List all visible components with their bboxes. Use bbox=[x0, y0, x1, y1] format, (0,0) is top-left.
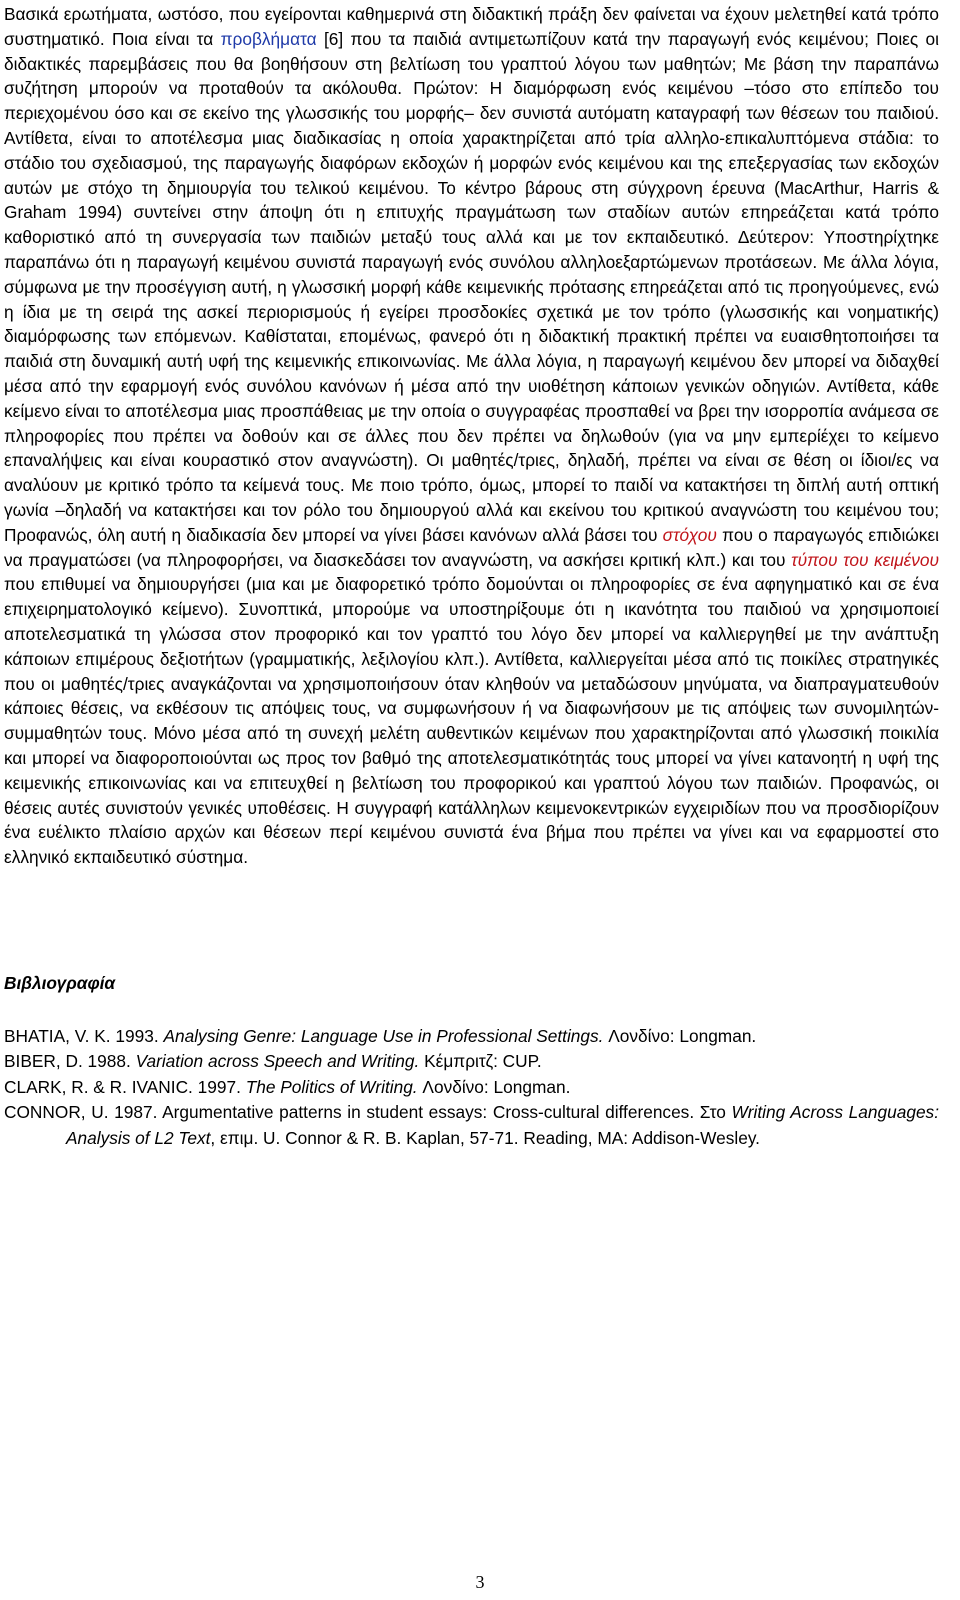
entry-title: Analysing Genre: Language Use in Professional Settings. bbox=[163, 1025, 604, 1046]
body-paragraph bbox=[4, 0, 939, 870]
entry-authors: BHATIA, V. K. 1993. bbox=[4, 1025, 164, 1046]
emphasis-text-type: τύπου του κειμένου bbox=[791, 549, 940, 570]
hyperlink-problems[interactable]: προβλήματα bbox=[220, 28, 317, 49]
body-text-part-1: Βασικά ερωτήματα, ωστόσο, που εγείρονται καθημερινά στη διδακτική πράξη δεν φαίνεται να έχουν μελετηθεί κατά τρόπο συστηματικό. Ποια είναι τα bbox=[4, 4, 939, 49]
bibliography-entry bbox=[4, 1100, 939, 1151]
entry-publisher: Κέμπριτζ: CUP. bbox=[419, 1051, 542, 1072]
entry-publisher: Λονδίνο: Longman. bbox=[417, 1076, 571, 1097]
entry-publisher: Λονδίνο: Longman. bbox=[603, 1025, 757, 1046]
bibliography-entry bbox=[4, 1075, 939, 1101]
entry-title: The Politics of Writing. bbox=[245, 1076, 418, 1097]
body-text-part-4: που επιθυμεί να δημιουργήσει (μια και με διαφορετικό τρόπο δομούνται οι πληροφορίες σε ένα αφηγηματικό και σε ένα επιχειρηματολογικό κείμενο). Συνοπτικά, μπορούμε να υποστηρίξουμε ότι η ικανότητα του παιδιού να χρησιμοποιεί αποτελεσματικά τη γλώσσα στον προφορικό και τον γραπτό του λόγο δεν μπορεί να καλλιεργηθεί με την ανάπτυξη κάποιων επιμέρους δεξιοτήτων (γραμματικής, λεξιλογίου κλπ.). Αντίθετα, καλλιεργείται μέσα από τις ποικίλες στρατηγικές που οι μαθητές/τριες αναγκάζονται να χρησιμοποιήσουν όταν κληθούν να μεταδώσουν μηνύματα, να διαπραγματευθούν κάποιες θέσεις, να εκθέσουν τις απόψεις τους, να συμφωνήσουν ή να διαφωνήσουν με τις απόψεις των συνομιλητών-συμμαθητών τους. Μόνο μέσα από τη συνεχή μελέτη αυθεντικών κειμένων που χαρακτηρίζονται από γλωσσική ποικιλία και μπορεί να διαφοροποιούνται ως προς τον βαθμό της αποτελεσματικότητάς τους μπορεί να γίνει κατανοητή η υφή της κειμενικής επικοινωνίας και να επιτευχθεί η βελτίωση του προφορικού και γραπτού λόγου των παιδιών. Προφανώς, οι θέσεις αυτές συνιστούν γενικές υποθέσεις. Η συγγραφή κατάλληλων κειμενοκεντρικών εγχειριδίων που να προσδιορίζουν ένα ευέλικτο πλαίσιο αρχών και θέσεων περί κειμένου συνιστά ένα βήμα που πρέπει να γίνει και να εφαρμοστεί στο ελληνικό εκπαιδευτικό σύστημα. bbox=[4, 574, 939, 868]
page-number: 3 bbox=[475, 1572, 485, 1592]
bibliography-entry bbox=[4, 1049, 939, 1075]
entry-authors: CLARK, R. & R. IVANIC. 1997. bbox=[4, 1076, 246, 1097]
entry-authors: BIBER, D. 1988. bbox=[4, 1051, 136, 1072]
body-text-part-3: που ο παραγωγός επιδιώκει να πραγματώσει (να πληροφορήσει, να διασκεδάσει τον αναγνώστη, να ασκήσει κριτική κλπ.) και του bbox=[4, 524, 939, 570]
bibliography-list bbox=[4, 1024, 939, 1152]
entry-title: Writing Across Languages: Analysis of L2 Text bbox=[66, 1102, 939, 1148]
bibliography-entry bbox=[4, 1024, 939, 1050]
document-page bbox=[4, 0, 939, 1151]
bibliography-heading: Βιβλιογραφία bbox=[4, 972, 116, 993]
body-text-part-2: [6] που τα παιδιά αντιμετωπίζουν κατά την παραγωγή ενός κειμένου; Ποιες οι διδακτικές παρεμβάσεις που θα βοηθήσουν στη βελτίωση του γραπτού λόγου των μαθητών; Με βάση την παραπάνω συζήτηση μπορούν να προταθούν τα ακόλουθα. Πρώτον: Η διαμόρφωση ενός κειμένου –τόσο στο επίπεδο του περιεχομένου όσο και σε εκείνο της γλωσσικής του μορφής– δεν συνιστά αυτόματη καταγραφή των θέσεων του παιδιού. Αντίθετα, είναι το αποτέλεσμα μιας διαδικασίας η οποία χαρακτηρίζεται από τρία αλληλο-επικαλυπτόμενα στάδια: το στάδιο του σχεδιασμού, της παραγωγής διαφόρων εκδοχών ή μορφών ενός κειμένου και της επεξεργασίας των εκδοχών αυτών με στόχο τη δημιουργία του τελικού κειμένου. Το κέντρο βάρους στη σύγχρονη έρευνα (MacArthur, Harris & Graham 1994) συντείνει στην άποψη ότι η επιτυχής πραγμάτωση των σταδίων αυτών επηρεάζεται κατά τρόπο καθοριστικό από τη συνεργασία των παιδιών μεταξύ τους αλλά και με τον εκπαιδευτικό. Δεύτερον: Υποστηρίχτηκε παραπάνω ότι η παραγωγή κειμένου συνιστά παραγωγή ενός συνόλου αλληλοεξαρτώμενων προτάσεων. Με άλλα λόγια, σύμφωνα με την προσέγγιση αυτή, η γλωσσική μορφή κάθε κειμενικής πρότασης επηρεάζεται από τις προηγούμενες, ενώ η ίδια με τη σειρά της ασκεί περιορισμούς ή εγείρει προσδοκίες σχετικά με τον τρόπο (γλωσσικής και νοηματικής) διαμόρφωσης των επόμενων. Καθίσταται, επομένως, φανερό ότι η διδακτική πρακτική πρέπει να ευαισθητοποιήσει τα παιδιά στη δυναμική αυτή υφή της κειμενικής επικοινωνίας. Με άλλα λόγια, η παραγωγή κειμένου δεν μπορεί να διδαχθεί μέσα από την εφαρμογή ενός συνόλου κανόνων ή μέσα από την υιοθέτηση κάποιων γενικών οδηγιών. Αντίθετα, κάθε κείμενο είναι το αποτέλεσμα μιας προσπάθειας με την οποία ο συγγραφέας προσπαθεί να βρει την ισορροπία ανάμεσα σε πληροφορίες που πρέπει να δοθούν και σε άλλες που δεν πρέπει να δηλωθούν (για να μην εμπερίέχει το κείμενο επαναλήψεις και είναι κουραστικό στον αναγνώστη). Οι μαθητές/τριες, δηλαδή, πρέπει να είναι σε θέση οι ίδιοι/ες να αναλύουν με κριτικό τρόπο τα κείμενά τους. Με ποιο τρόπο, όμως, μπορεί το παιδί να κατακτήσει τη διπλή αυτή οπτική γωνία –δηλαδή να κατακτήσει και τον ρόλο του δημιουργού αλλά και εκείνου του κριτικού αναγνώστη του κειμένου του; Προφανώς, όλη αυτή η διαδικασία δεν μπορεί να γίνει βάσει κανόνων αλλά βάσει του bbox=[4, 28, 940, 545]
entry-title: Variation across Speech and Writing. bbox=[135, 1051, 420, 1072]
entry-authors: CONNOR, U. 1987. Argumentative patterns in student essays: Cross-cultural differences. Στο bbox=[4, 1102, 732, 1123]
emphasis-goal: στόχου bbox=[662, 524, 717, 545]
entry-publisher: , επιμ. U. Connor & R. B. Kaplan, 57-71. Reading, MA: Addison-Wesley. bbox=[210, 1127, 760, 1148]
